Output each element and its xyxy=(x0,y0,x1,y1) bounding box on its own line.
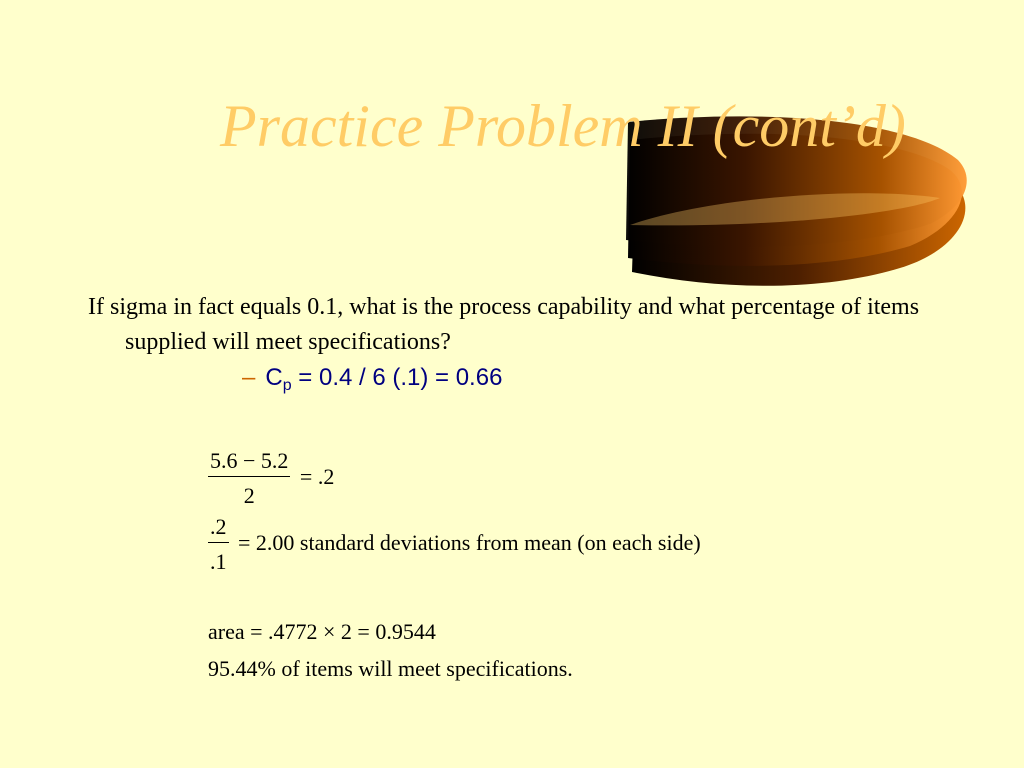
cp-subscript: p xyxy=(282,377,292,394)
equation-area: area = .4772 × 2 = 0.9544 xyxy=(208,619,436,644)
denominator: 2 xyxy=(243,483,255,508)
denominator: .1 xyxy=(210,549,227,574)
equation-result: = 2.00 standard deviations from mean (on each side) xyxy=(238,529,701,555)
numerator: 5.6 − 5.2 xyxy=(208,448,290,477)
question-text: If sigma in fact equals 0.1, what is the process capability and what percentage of items supplied will meet specifications? xyxy=(88,294,920,355)
cp-symbol: C xyxy=(265,364,283,391)
numerator: .2 xyxy=(208,514,229,543)
conclusion-text: 95.44% of items will meet specifications. xyxy=(208,656,573,681)
slide-title: Practice Problem II (cont’d) xyxy=(220,93,906,159)
cp-expression: = 0.4 / 6 (.1) = 0.66 xyxy=(298,364,503,391)
equation-result: = .2 xyxy=(299,463,335,489)
bullet-dash: – xyxy=(242,364,256,391)
